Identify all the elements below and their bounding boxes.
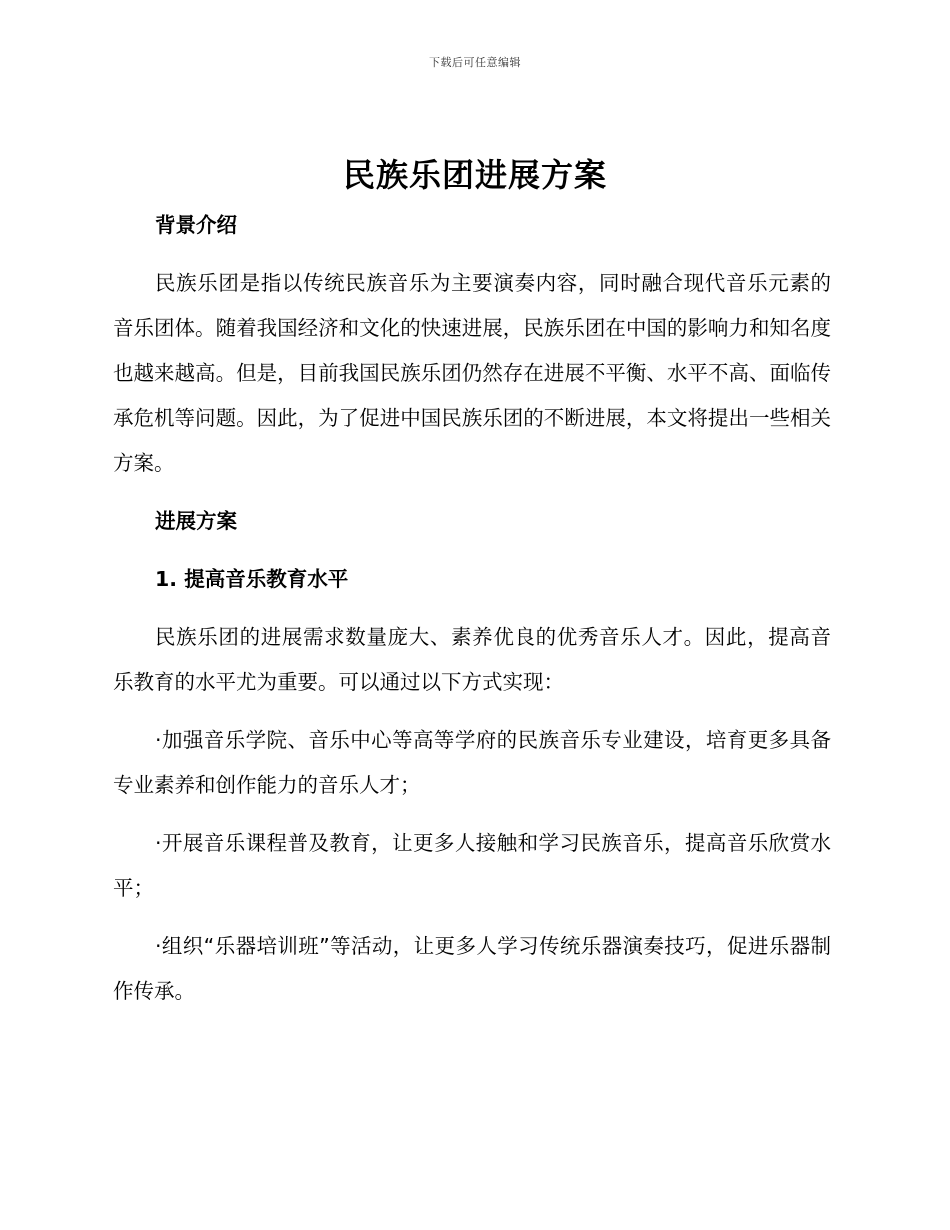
bullet-dot-icon: · [155,831,162,855]
bullet-item-1 [113,718,831,808]
bullet-item-2 [113,821,831,911]
bullet-dot-icon: · [155,934,162,958]
bullet-item-3 [113,924,831,1014]
document-title: 民族乐团进展方案 [342,156,607,194]
bullet-text-2: 开展音乐课程普及教育，让更多人接触和学习民族音乐，提高音乐欣赏水平； [113,831,831,900]
section-heading-background: 背景介绍 [155,213,237,237]
bullet-dot-icon: · [155,728,162,752]
section-heading-plan: 进展方案 [155,509,237,533]
document-body [113,203,831,1027]
header-note: 下载后可任意编辑 [429,56,521,69]
bullet-text-1: 加强音乐学院、音乐中心等高等学府的民族音乐专业建设，培育更多具备专业素养和创作能力的音乐人才； [113,728,831,797]
subheading-music-education: 1. 提高音乐教育水平 [155,567,349,591]
music-education-paragraph: 民族乐团的进展需求数量庞大、素养优良的优秀音乐人才。因此，提高音乐教育的水平尤为重要。可以通过以下方式实现： [113,625,831,694]
bullet-text-3: 组织“乐器培训班”等活动，让更多人学习传统乐器演奏技巧，促进乐器制作传承。 [113,934,831,1003]
background-paragraph: 民族乐团是指以传统民族音乐为主要演奏内容，同时融合现代音乐元素的音乐团体。随着我国经济和文化的快速进展，民族乐团在中国的影响力和知名度也越来越高。但是，目前我国民族乐团仍然存在进展不平衡、水平不高、面临传承危机等问题。因此，为了促进中国民族乐团的不断进展，本文将提出一些相关方案。 [113,271,831,475]
